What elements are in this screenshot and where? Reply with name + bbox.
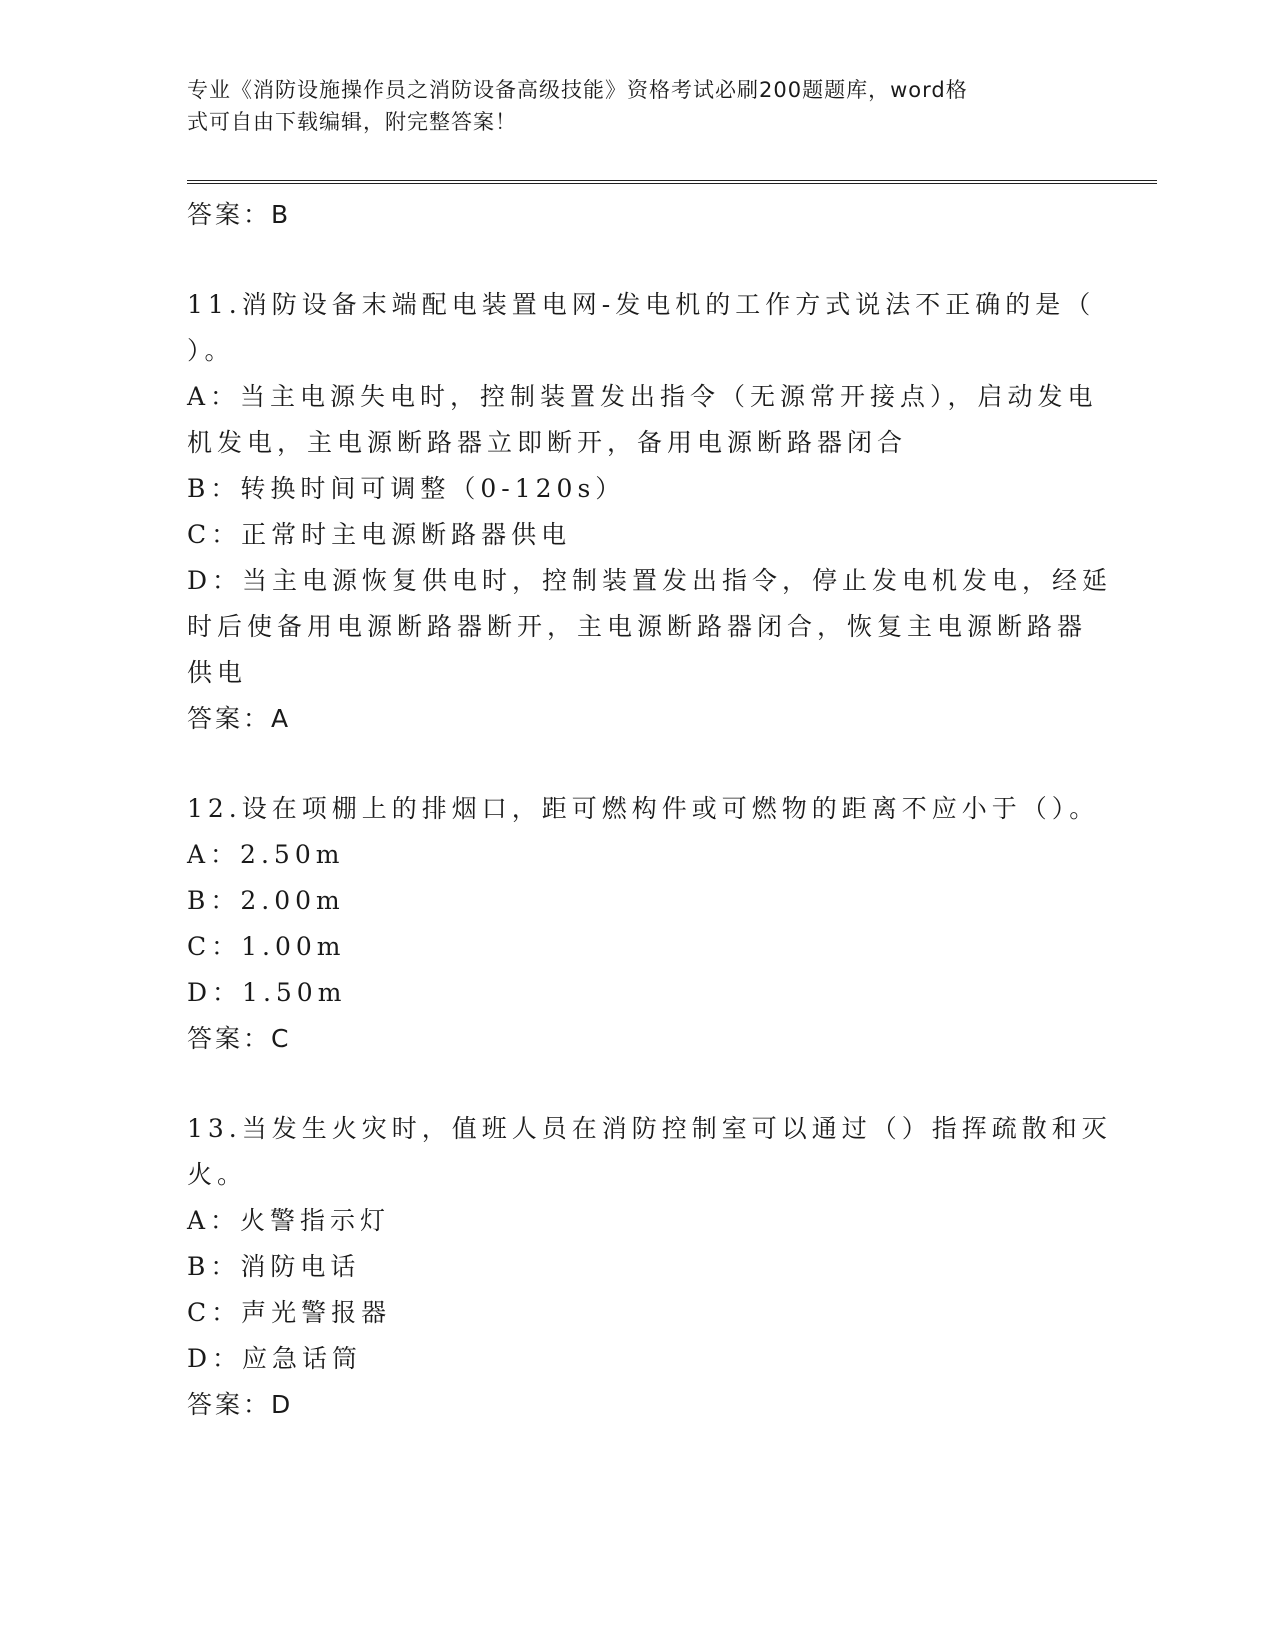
option-a: A：当主电源失电时，控制装置发出指令（无源常开接点），启动发电 — [187, 382, 1098, 411]
option-d: D：当主电源恢复供电时，控制装置发出指令，停止发电机发电，经延 — [187, 566, 1113, 595]
answer: 答案：C — [187, 1024, 292, 1053]
header-line-2: 式可自由下载编辑，附完整答案！ — [187, 110, 517, 134]
option-a: A：火警指示灯 — [187, 1206, 391, 1235]
option-c: C：1.00m — [187, 932, 346, 961]
question-13 — [187, 1106, 1112, 1428]
question-12 — [187, 786, 1100, 1062]
header-line-1: 专业《消防设施操作员之消防设备高级技能》资格考试必刷200题题库，word格 — [187, 78, 968, 102]
question-stem: 火。 — [187, 1160, 248, 1189]
option-b: B：消防电话 — [187, 1252, 361, 1281]
document-page — [187, 0, 1157, 1650]
answer: 答案：D — [187, 1390, 294, 1419]
question-stem: 11.消防设备末端配电装置电网-发电机的工作方式说法不正确的是（ — [187, 290, 1096, 319]
option-d: 供电 — [187, 658, 248, 687]
option-a: A：2.50m — [187, 840, 345, 869]
option-c: C：声光警报器 — [187, 1298, 392, 1327]
header-divider — [187, 180, 1157, 184]
question-stem: 13.当发生火灾时，值班人员在消防控制室可以通过（）指挥疏散和灭 — [187, 1114, 1112, 1143]
question-list — [187, 192, 1113, 1428]
answer: 答案：A — [187, 704, 292, 733]
option-a: 机发电，主电源断路器立即断开，备用电源断路器闭合 — [187, 428, 908, 457]
option-b: B：2.00m — [187, 886, 345, 915]
question-stem: 12.设在项棚上的排烟口，距可燃构件或可燃物的距离不应小于（）。 — [187, 794, 1100, 823]
document-header — [187, 74, 1067, 138]
option-c: C：正常时主电源断路器供电 — [187, 520, 572, 549]
question-stem: ）。 — [187, 336, 235, 365]
option-b: B：转换时间可调整（0-120s） — [187, 474, 626, 503]
option-d: D：应急话筒 — [187, 1344, 363, 1373]
question-11 — [187, 282, 1113, 742]
previous-answer: 答案：B — [187, 200, 292, 229]
option-d: D：1.50m — [187, 978, 347, 1007]
option-d: 时后使备用电源断路器断开，主电源断路器闭合，恢复主电源断路器 — [187, 612, 1088, 641]
